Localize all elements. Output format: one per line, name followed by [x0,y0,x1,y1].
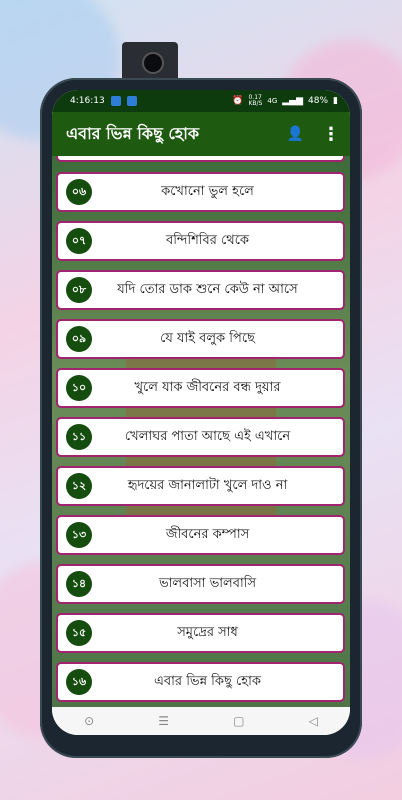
status-bar [52,90,350,112]
list-item[interactable] [56,368,345,408]
list-item[interactable] [56,221,345,261]
menu-icon[interactable]: ☰ [158,714,170,728]
song-list [52,156,350,707]
item-title: হৃদয়ের জানালাটা খুলে দাও না [127,477,288,493]
item-number: ১১ [66,424,92,450]
item-number: ১২ [66,473,92,499]
list-item-partial[interactable] [56,156,345,162]
item-title: খেলাঘর পাতা আছে এই এখানে [124,428,291,444]
network-speed: 0.17 KB/S [248,94,263,107]
alarm-icon: ⏰ [232,96,244,106]
network-type: 4G [267,97,278,105]
battery-icon: ▮ [333,96,338,106]
status-time: 4:16:13 [70,96,105,106]
item-number: ০৯ [66,326,92,352]
system-nav-bar [52,707,350,735]
item-title: যদি তোর ডাক শুনে কেউ না আসে [117,281,298,297]
camera-lens-icon [142,52,164,74]
app-title: এবার ভিন্ন কিছু হোক [66,123,200,143]
notification-icon [127,96,137,106]
list-item[interactable] [56,172,345,212]
signal-icon: ▂▄▆ [282,96,304,106]
list-item[interactable] [56,270,345,310]
back-icon[interactable]: ◁ [308,714,318,728]
item-number: ১৬ [66,669,92,695]
item-number: ১৫ [66,620,92,646]
item-number: ১০ [66,375,92,401]
bluetooth-icon [111,96,121,106]
item-title: জীবনের কম্পাস [165,526,250,542]
list-item[interactable] [56,564,345,604]
app-bar [52,112,350,156]
popup-camera [122,42,178,80]
item-title: এবার ভিন্ন কিছু হোক [154,673,261,689]
item-title: ভালবাসা ভালবাসি [158,575,257,591]
item-title: যে যাই বলুক পিছে [160,330,255,346]
item-number: ১৪ [66,571,92,597]
item-number: ১৩ [66,522,92,548]
list-item[interactable] [56,515,345,555]
list-item[interactable] [56,319,345,359]
list-item[interactable] [56,466,345,506]
phone-screen [52,90,350,735]
home-icon[interactable]: ▢ [233,714,245,728]
list-item[interactable] [56,662,345,702]
item-title: কখোনো ভুল হলে [161,183,254,199]
item-number: ০৮ [66,277,92,303]
item-title: বন্দিশিবির থেকে [165,232,250,248]
item-number: ০৬ [66,179,92,205]
list-item[interactable] [56,613,345,653]
recent-icon[interactable]: ⊙ [84,714,95,728]
item-title: সমুদ্রের সাধ [177,624,238,640]
person-check-icon[interactable]: 👤 [286,126,304,142]
item-number: ০৭ [66,228,92,254]
battery-level: 48% [308,96,329,106]
item-title: খুলে যাক জীবনের বন্ধ দুয়ার [134,379,281,395]
more-vert-icon[interactable]: ⋮ [322,123,340,145]
list-item[interactable] [56,417,345,457]
